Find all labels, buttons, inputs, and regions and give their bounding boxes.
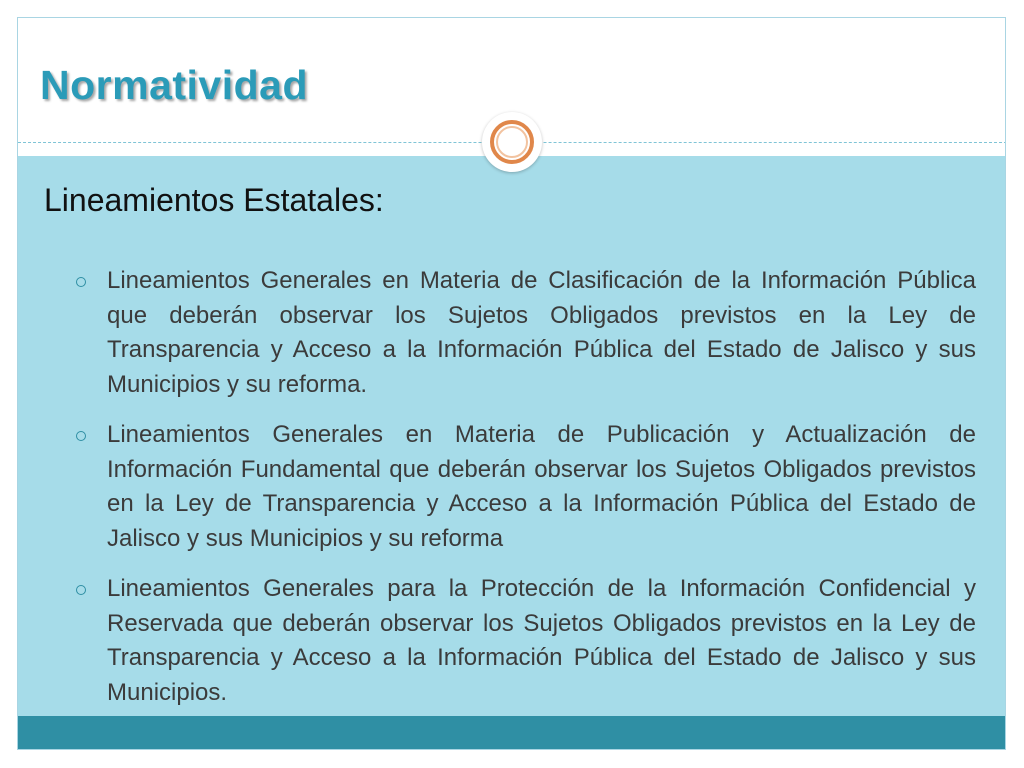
bullet-text: Lineamientos Generales en Materia de Clasificación de la Información Pública que deberán observar los Sujetos Obligados previstos en la Ley de Transparencia y Acceso a la Información Pública del Estado de Jalisco y sus Municipios y su reforma. bbox=[107, 267, 976, 398]
list-item bbox=[74, 264, 976, 402]
bullet-text: Lineamientos Generales para la Protección de la Información Confidencial y Reservada que deberán observar los Sujetos Obligados previstos en la Ley de Transparencia y Acceso a la Información Pública del Estado de Jalisco y sus Municipios. bbox=[107, 575, 976, 706]
slide-title: Normatividad bbox=[40, 62, 308, 108]
list-item bbox=[74, 418, 976, 556]
list-item bbox=[74, 572, 976, 710]
section-subtitle: Lineamientos Estatales: bbox=[44, 182, 384, 218]
hollow-circle-bullet-icon bbox=[76, 585, 86, 595]
slide-frame bbox=[17, 17, 1006, 750]
bullet-text: Lineamientos Generales en Materia de Publicación y Actualización de Información Fundamental que deberán observar los Sujetos Obligados previstos en la Ley de Transparencia y Acceso a la Información Pública del Estado de Jalisco y sus Municipios y su reforma bbox=[107, 421, 976, 552]
bullet-list bbox=[74, 264, 976, 726]
hollow-circle-bullet-icon bbox=[76, 277, 86, 287]
concentric-rings-icon bbox=[482, 112, 542, 172]
ornament-inner-ring bbox=[496, 126, 528, 158]
hollow-circle-bullet-icon bbox=[76, 431, 86, 441]
